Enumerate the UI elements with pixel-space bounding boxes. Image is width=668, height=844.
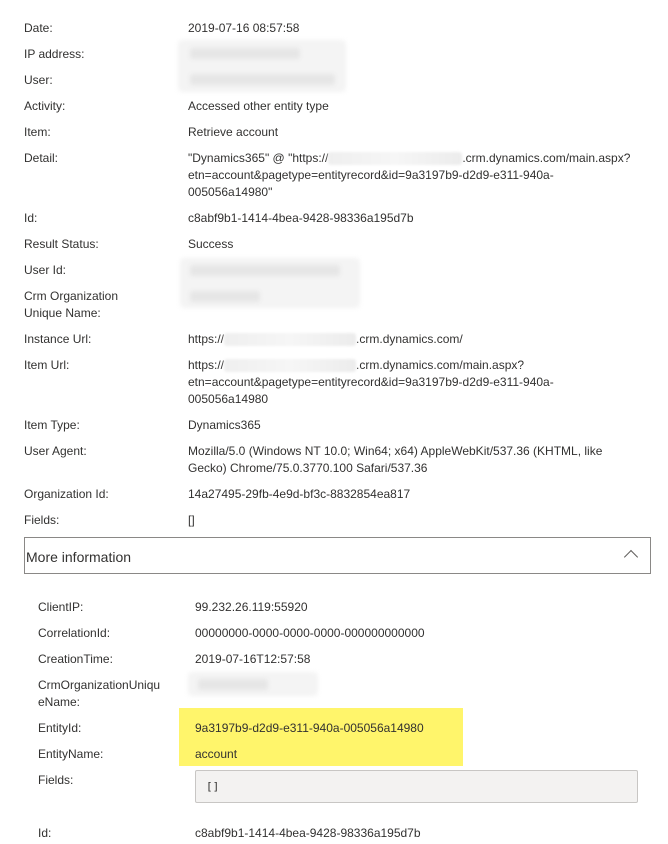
crmorganizationuniquename-label-line-1: CrmOrganizationUniqu (38, 678, 161, 692)
detail-suffix: .crm.dynamics.com/main.aspx? (462, 151, 631, 165)
item-label: Item: (24, 125, 51, 139)
item-url-line-3: 005056a14980 (188, 392, 269, 406)
item-url-suffix: .crm.dynamics.com/main.aspx? (356, 358, 525, 372)
more-fields-label: Fields: (38, 773, 74, 787)
more-information-label: More information (26, 549, 132, 565)
more-information-toggle[interactable] (24, 537, 651, 574)
redacted-host (224, 359, 356, 372)
id-label: Id: (24, 211, 38, 225)
instance-url-label: Instance Url: (24, 332, 92, 346)
result-status-label: Result Status: (24, 237, 99, 251)
user-id-label: User Id: (24, 263, 67, 277)
crm-organization-label-line-2: Unique Name: (24, 306, 101, 320)
user-label: User: (24, 73, 53, 87)
ip-address-label: IP address: (24, 47, 85, 61)
item-type-label: Item Type: (24, 418, 80, 432)
entityid-label: EntityId: (38, 721, 82, 735)
entityname-label: EntityName: (38, 747, 104, 761)
fields-textbox[interactable] (195, 770, 638, 803)
detail-line-3: 005056a14980" (188, 185, 273, 199)
instance-url-prefix: https:// (188, 332, 225, 346)
fields-label: Fields: (24, 513, 60, 527)
redacted-host (328, 152, 462, 165)
activity-label: Activity: (24, 99, 66, 113)
detail-label: Detail: (24, 151, 59, 165)
date-value: 2019-07-16 08:57:58 (188, 21, 300, 35)
item-url-prefix: https:// (188, 358, 225, 372)
entityid-value: 9a3197b9-d2d9-e311-940a-005056a14980 (195, 721, 424, 735)
clientip-label: ClientIP: (38, 600, 84, 614)
organization-id-label: Organization Id: (24, 487, 109, 501)
result-status-value: Success (188, 237, 234, 251)
user-agent-line-1: Mozilla/5.0 (Windows NT 10.0; Win64; x64) AppleWebKit/537.36 (KHTML, like (188, 444, 603, 458)
detail-line-2: etn=account&pagetype=entityrecord&id=9a3197b9-d2d9-e311-940a- (188, 168, 554, 182)
item-url-value (188, 357, 648, 408)
more-id-label: Id: (38, 826, 52, 840)
redacted-userid-line (190, 265, 340, 276)
more-id-value: c8abf9b1-1414-4bea-9428-98336a195d7b (195, 826, 421, 840)
crmorganizationuniquename-label-line-2: eName: (38, 695, 81, 709)
correlationid-value: 00000000-0000-0000-0000-000000000000 (195, 626, 425, 640)
instance-url-suffix: .crm.dynamics.com/ (356, 332, 463, 346)
crmorganizationuniquename-label (38, 677, 178, 711)
creationtime-value: 2019-07-16T12:57:58 (195, 652, 311, 666)
item-url-label: Item Url: (24, 358, 70, 372)
fields-value: [] (188, 513, 195, 527)
detail-value (188, 150, 648, 201)
redacted-org-line (190, 291, 260, 302)
detail-prefix: "Dynamics365" @ "https:// (188, 151, 329, 165)
redacted-host (224, 333, 356, 346)
crm-organization-label-line-1: Crm Organization (24, 289, 119, 303)
activity-value: Accessed other entity type (188, 99, 329, 113)
fields-textbox-value: [] (206, 780, 220, 793)
redacted-ip-line (190, 48, 300, 59)
chevron-up-icon[interactable] (624, 550, 638, 564)
id-value: c8abf9b1-1414-4bea-9428-98336a195d7b (188, 211, 414, 225)
entityname-value: account (195, 747, 238, 761)
creationtime-label: CreationTime: (38, 652, 113, 666)
clientip-value: 99.232.26.119:55920 (195, 600, 308, 614)
item-type-value: Dynamics365 (188, 418, 261, 432)
redacted-user-line (190, 74, 335, 85)
crm-organization-label (24, 288, 174, 322)
correlationid-label: CorrelationId: (38, 626, 111, 640)
redacted-crmorg-line (198, 679, 268, 690)
instance-url-value (188, 331, 648, 348)
organization-id-value: 14a27495-29fb-4e9d-bf3c-8832854ea817 (188, 487, 411, 501)
item-value: Retrieve account (188, 125, 279, 139)
user-agent-label: User Agent: (24, 444, 87, 458)
date-label: Date: (24, 21, 53, 35)
user-agent-line-2: Gecko) Chrome/75.0.3770.100 Safari/537.36 (188, 461, 428, 475)
item-url-line-2: etn=account&pagetype=entityrecord&id=9a3197b9-d2d9-e311-940a- (188, 375, 554, 389)
user-agent-value (188, 443, 648, 477)
